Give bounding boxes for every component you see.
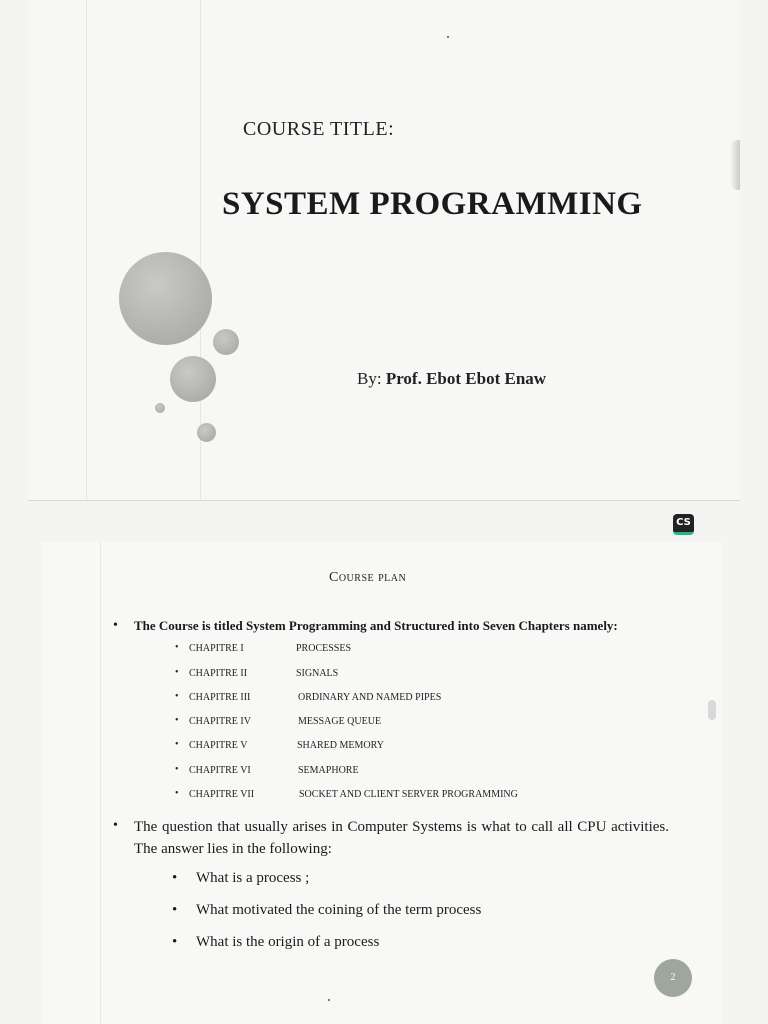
chapter-name: CHAPITRE III	[189, 692, 251, 703]
bullet-icon: •	[175, 667, 179, 678]
decor-circle-medium	[170, 356, 216, 402]
chapter-name: CHAPITRE V	[189, 740, 248, 751]
chapter-name: CHAPITRE II	[189, 668, 248, 679]
chapter-topic: PROCESSES	[296, 643, 352, 654]
sub-point-text: What is the origin of a process	[196, 934, 380, 950]
bullet-icon: •	[175, 764, 179, 775]
scan-speck	[328, 999, 330, 1001]
chapter-name: CHAPITRE VII	[189, 789, 255, 800]
title-slide	[28, 0, 740, 501]
intro-text: The Course is titled System Programming and Structured into Seven Chapters namely:	[134, 618, 618, 633]
slide-guideline	[86, 0, 87, 500]
bullet-icon: •	[113, 618, 118, 633]
author-line	[357, 369, 546, 389]
decor-circle-small	[197, 423, 216, 442]
bullet-icon: •	[175, 739, 179, 750]
chapter-name: CHAPITRE I	[189, 643, 244, 654]
slide-guideline	[100, 542, 101, 1024]
course-title-label: COURSE TITLE:	[243, 118, 395, 140]
author-prefix: By:	[357, 369, 382, 388]
chapter-topic: SIGNALS	[296, 668, 339, 679]
course-plan-slide	[42, 542, 722, 1024]
slide-heading: Course plan	[329, 570, 407, 585]
decor-circle-tiny	[155, 403, 165, 413]
page-edge-shadow	[730, 140, 740, 190]
bullet-icon: •	[175, 642, 179, 653]
bullet-icon: •	[172, 902, 178, 918]
course-title: SYSTEM PROGRAMMING	[222, 186, 643, 222]
chapter-name: CHAPITRE VI	[189, 765, 251, 776]
chapter-topic: MESSAGE QUEUE	[298, 716, 382, 727]
page-number-badge: 2	[654, 959, 692, 997]
question-text: The question that usually arises in Computer Systems is what to call all CPU activities. The answer lies in the following:	[134, 819, 669, 857]
chapter-name: CHAPITRE IV	[189, 716, 251, 727]
bullet-icon: •	[172, 934, 178, 950]
chapter-topic: ORDINARY AND NAMED PIPES	[298, 692, 442, 703]
chapter-topic: SOCKET AND CLIENT SERVER PROGRAMMING	[299, 789, 518, 800]
chapter-topic: SEMAPHORE	[298, 765, 359, 776]
sub-point-text: What motivated the coining of the term process	[196, 902, 482, 918]
decor-circle-small	[213, 329, 239, 355]
question-bullet	[113, 816, 673, 856]
camscanner-badge-icon: CS	[673, 514, 694, 535]
bullet-icon: •	[113, 818, 118, 833]
scan-speck	[447, 36, 449, 38]
decor-circle-large	[119, 252, 212, 345]
bullet-icon: •	[175, 691, 179, 702]
author-name: Prof. Ebot Ebot Enaw	[385, 369, 547, 388]
sub-point-text: What is a process ;	[196, 870, 310, 886]
bullet-icon: •	[175, 788, 179, 799]
chapter-topic: SHARED MEMORY	[297, 740, 384, 751]
page-edge-shadow	[708, 700, 716, 720]
bullet-icon: •	[175, 715, 179, 726]
bullet-icon: •	[172, 870, 178, 886]
